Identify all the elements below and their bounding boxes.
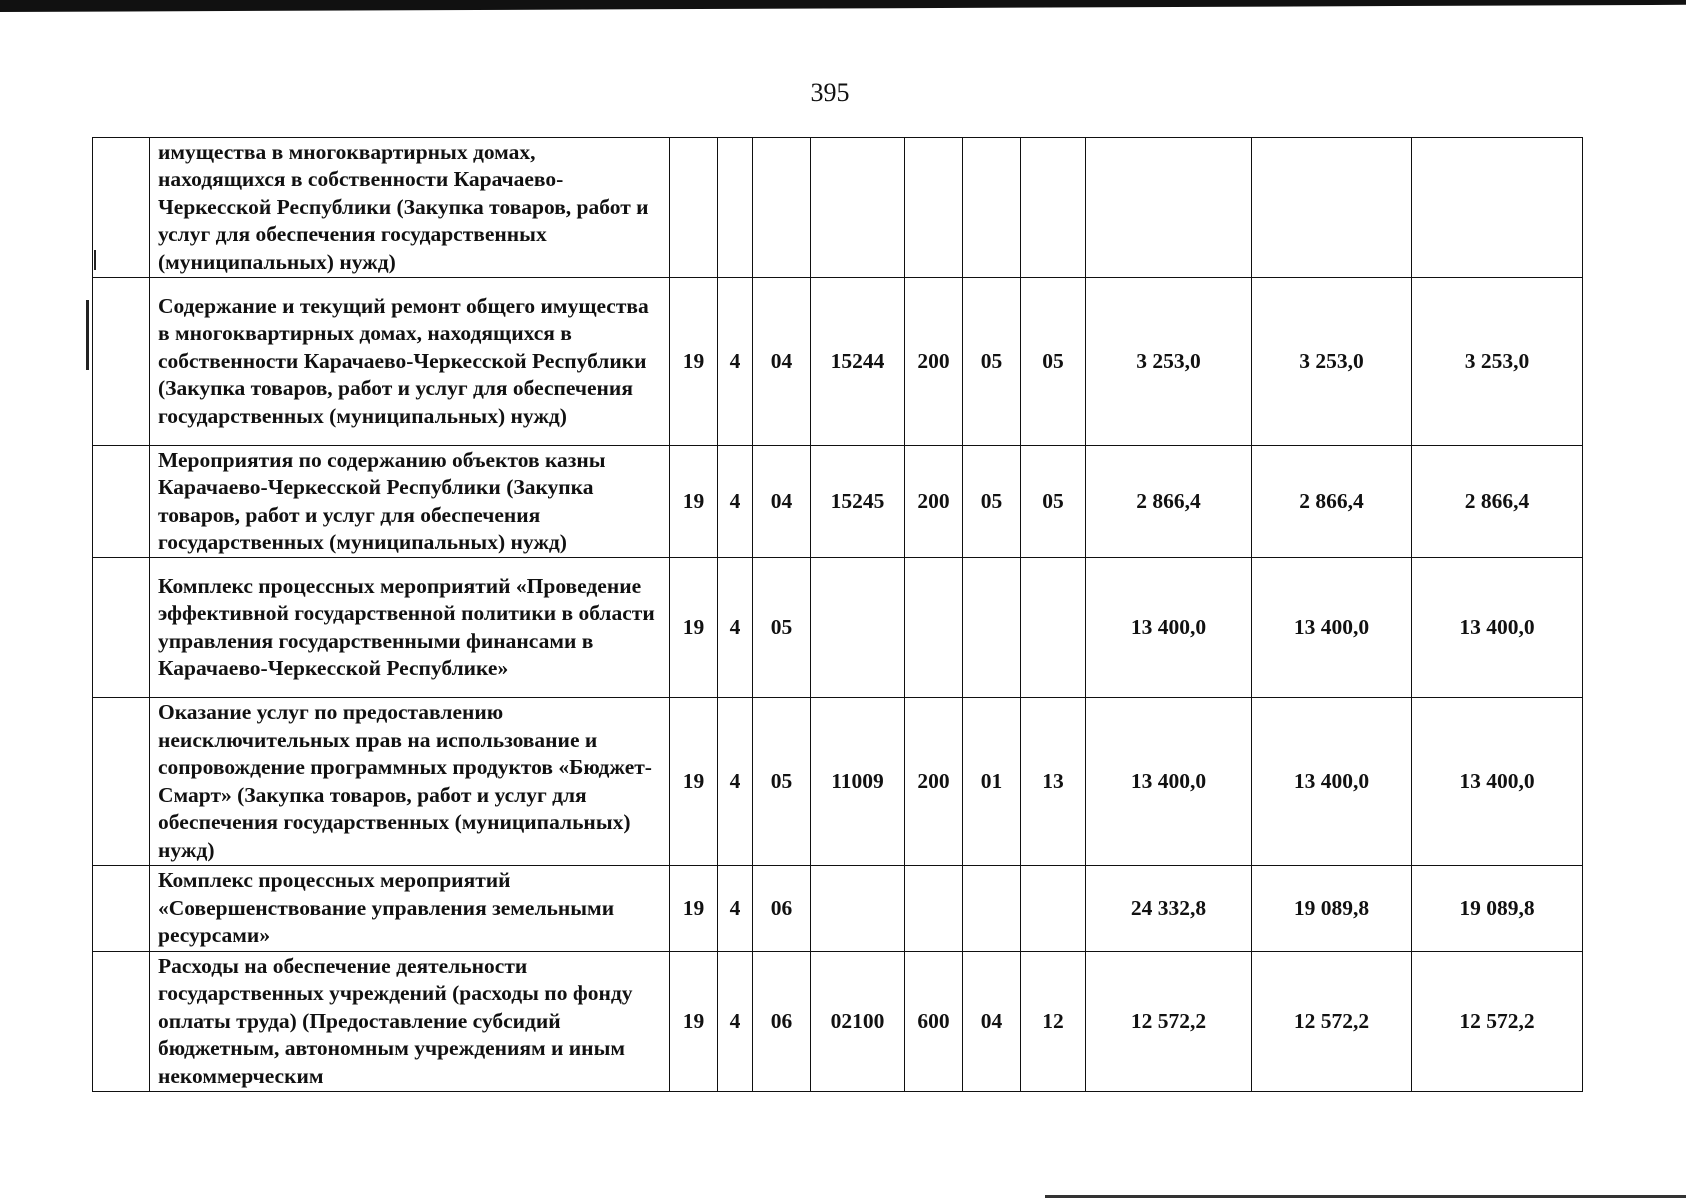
code-cell: 4 xyxy=(718,278,753,446)
code-cell: 13 xyxy=(1021,698,1086,866)
table-row xyxy=(93,138,1583,278)
code-cell: 05 xyxy=(1021,278,1086,446)
amount-cell: 19 089,8 xyxy=(1412,866,1583,952)
row-number-cell xyxy=(93,952,150,1092)
row-number-cell xyxy=(93,138,150,278)
description-cell: Мероприятия по содержанию объектов казны Карачаево-Черкесской Республики (Закупка товаров, работ и услуг для обеспечения государственных (муниципальных) нужд) xyxy=(150,446,670,558)
code-cell: 4 xyxy=(718,446,753,558)
code-cell xyxy=(753,138,811,278)
code-cell xyxy=(1021,138,1086,278)
code-cell: 04 xyxy=(753,446,811,558)
code-cell: 05 xyxy=(1021,446,1086,558)
code-cell xyxy=(1021,558,1086,698)
code-cell: 15245 xyxy=(811,446,905,558)
amount-cell: 3 253,0 xyxy=(1252,278,1412,446)
amount-cell: 12 572,2 xyxy=(1412,952,1583,1092)
description-cell: Комплекс процессных мероприятий «Совершенствование управления земельными ресурсами» xyxy=(150,866,670,952)
scan-edge-mark xyxy=(86,300,89,370)
row-number-cell xyxy=(93,446,150,558)
row-number-cell xyxy=(93,866,150,952)
table-row xyxy=(93,952,1583,1092)
code-cell: 19 xyxy=(670,866,718,952)
code-cell: 19 xyxy=(670,698,718,866)
amount-cell xyxy=(1252,138,1412,278)
code-cell xyxy=(963,866,1021,952)
code-cell: 19 xyxy=(670,446,718,558)
code-cell: 12 xyxy=(1021,952,1086,1092)
code-cell: 05 xyxy=(963,446,1021,558)
description-cell: Комплекс процессных мероприятий «Проведение эффективной государственной политики в области управления государственными финансами в Карачаево-Черкесской Республике» xyxy=(150,558,670,698)
code-cell xyxy=(1021,866,1086,952)
table-row xyxy=(93,558,1583,698)
scan-bottom-line xyxy=(1045,1195,1686,1198)
amount-cell: 2 866,4 xyxy=(1412,446,1583,558)
amount-cell: 24 332,8 xyxy=(1086,866,1252,952)
code-cell: 19 xyxy=(670,558,718,698)
amount-cell: 12 572,2 xyxy=(1086,952,1252,1092)
code-cell: 02100 xyxy=(811,952,905,1092)
code-cell: 4 xyxy=(718,558,753,698)
code-cell xyxy=(670,138,718,278)
code-cell: 06 xyxy=(753,866,811,952)
code-cell xyxy=(963,138,1021,278)
code-cell: 01 xyxy=(963,698,1021,866)
amount-cell: 3 253,0 xyxy=(1412,278,1583,446)
code-cell: 4 xyxy=(718,698,753,866)
amount-cell: 13 400,0 xyxy=(1412,558,1583,698)
description-cell: Оказание услуг по предоставлению неисключительных прав на использование и сопровождение программных продуктов «Бюджет-Смарт» (Закупка товаров, работ и услуг для обеспечения государственных (муниципальных) нужд) xyxy=(150,698,670,866)
amount-cell: 12 572,2 xyxy=(1252,952,1412,1092)
table-row xyxy=(93,446,1583,558)
page-number: 395 xyxy=(810,78,850,107)
amount-cell: 13 400,0 xyxy=(1412,698,1583,866)
table-row xyxy=(93,698,1583,866)
code-cell xyxy=(718,138,753,278)
row-number-cell xyxy=(93,698,150,866)
code-cell: 04 xyxy=(753,278,811,446)
code-cell: 19 xyxy=(670,952,718,1092)
amount-cell: 13 400,0 xyxy=(1252,558,1412,698)
code-cell xyxy=(963,558,1021,698)
code-cell: 04 xyxy=(963,952,1021,1092)
code-cell xyxy=(905,138,963,278)
code-cell: 19 xyxy=(670,278,718,446)
code-cell xyxy=(811,558,905,698)
amount-cell xyxy=(1086,138,1252,278)
row-number-cell xyxy=(93,278,150,446)
code-cell xyxy=(811,138,905,278)
code-cell: 200 xyxy=(905,698,963,866)
description-cell: Содержание и текущий ремонт общего имущества в многоквартирных домах, находящихся в собственности Карачаево-Черкесской Республики (Закупка товаров, работ и услуг для обеспечения государственных (муниципальных) нужд) xyxy=(150,278,670,446)
code-cell: 600 xyxy=(905,952,963,1092)
code-cell: 4 xyxy=(718,866,753,952)
scan-top-border xyxy=(0,0,1686,12)
table-row xyxy=(93,278,1583,446)
code-cell: 4 xyxy=(718,952,753,1092)
code-cell: 200 xyxy=(905,446,963,558)
amount-cell xyxy=(1412,138,1583,278)
code-cell: 15244 xyxy=(811,278,905,446)
description-cell: Расходы на обеспечение деятельности государственных учреждений (расходы по фонду оплаты труда) (Предоставление субсидий бюджетным, автономным учреждениям и иным некоммерческим xyxy=(150,952,670,1092)
amount-cell: 19 089,8 xyxy=(1252,866,1412,952)
amount-cell: 13 400,0 xyxy=(1252,698,1412,866)
row-number-cell xyxy=(93,558,150,698)
code-cell: 05 xyxy=(753,698,811,866)
amount-cell: 3 253,0 xyxy=(1086,278,1252,446)
table-row xyxy=(93,866,1583,952)
amount-cell: 2 866,4 xyxy=(1252,446,1412,558)
amount-cell: 13 400,0 xyxy=(1086,558,1252,698)
code-cell: 05 xyxy=(963,278,1021,446)
code-cell xyxy=(905,558,963,698)
code-cell xyxy=(811,866,905,952)
amount-cell: 13 400,0 xyxy=(1086,698,1252,866)
code-cell: 200 xyxy=(905,278,963,446)
code-cell: 05 xyxy=(753,558,811,698)
description-cell: имущества в многоквартирных домах, находящихся в собственности Карачаево-Черкесской Республики (Закупка товаров, работ и услуг для обеспечения государственных (муниципальных) нужд) xyxy=(150,138,670,278)
code-cell: 06 xyxy=(753,952,811,1092)
code-cell xyxy=(905,866,963,952)
code-cell: 11009 xyxy=(811,698,905,866)
amount-cell: 2 866,4 xyxy=(1086,446,1252,558)
budget-table xyxy=(92,137,1583,1092)
